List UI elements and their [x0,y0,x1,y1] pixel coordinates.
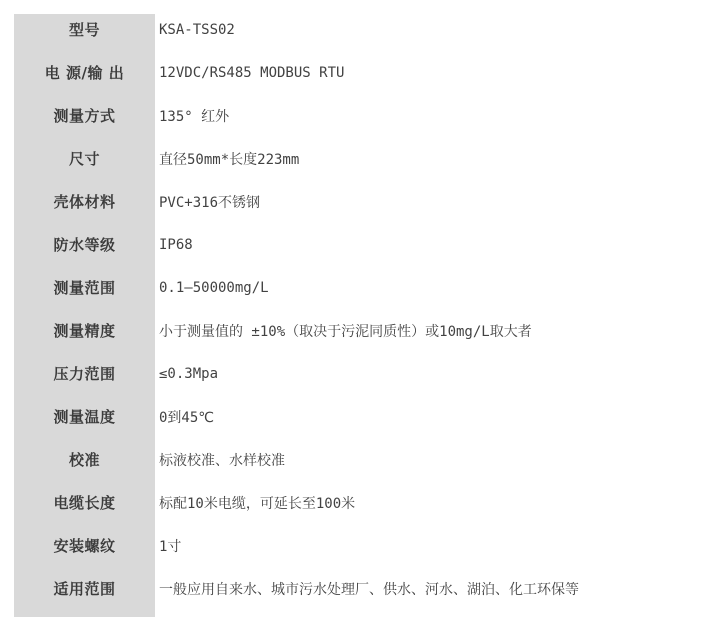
spec-label: 测量精度 [53,322,116,340]
spec-label: 壳体材料 [53,193,116,211]
spec-value: 0到45℃ [159,409,215,426]
spec-label: 适用范围 [53,580,116,598]
spec-row-power-output [14,51,714,94]
spec-row-model [14,8,714,51]
spec-value: 一般应用自来水、城市污水处理厂、供水、河水、湖泊、化工环保等 [159,581,579,598]
spec-row-waterproof-rating [14,223,714,266]
spec-label: 测量温度 [53,408,116,426]
spec-label: 尺寸 [68,150,100,168]
spec-row-measurement-range [14,266,714,309]
spec-value: 直径50mm*长度223mm [159,151,300,168]
spec-value: 小于测量值的 ±10%（取决于污泥同质性）或10mg/L取大者 [159,323,532,340]
spec-row-housing-material [14,180,714,223]
spec-value: 0.1—50000mg/L [159,279,269,296]
spec-row-application-range [14,567,714,610]
spec-label: 型号 [68,21,100,39]
spec-label: 安装螺纹 [53,537,116,555]
spec-label: 压力范围 [53,365,116,383]
spec-label: 防水等级 [53,236,116,254]
spec-row-dimensions [14,137,714,180]
spec-label: 校准 [68,451,100,469]
spec-row-measurement-temperature [14,395,714,438]
spec-value: 标液校准、水样校准 [159,452,285,469]
spec-label: 电 源/输 出 [44,64,125,82]
spec-row-pressure-range [14,352,714,395]
spec-row-cable-length [14,481,714,524]
spec-value: ≤0.3Mpa [159,365,219,382]
spec-value: KSA-TSS02 [159,21,235,38]
spec-value: IP68 [159,236,193,253]
spec-label: 电缆长度 [53,494,116,512]
spec-value: 135° 红外 [159,108,230,125]
spec-row-measurement-method [14,94,714,137]
spec-label: 测量范围 [53,279,116,297]
spec-table [14,8,714,610]
spec-value: 12VDC/RS485 MODBUS RTU [159,64,345,81]
spec-row-measurement-accuracy [14,309,714,352]
spec-value: PVC+316不锈钢 [159,194,261,211]
spec-value: 1寸 [159,538,182,555]
spec-row-mounting-thread [14,524,714,567]
spec-label: 测量方式 [53,107,116,125]
spec-value: 标配10米电缆，可延长至100米 [159,495,356,512]
spec-row-calibration [14,438,714,481]
